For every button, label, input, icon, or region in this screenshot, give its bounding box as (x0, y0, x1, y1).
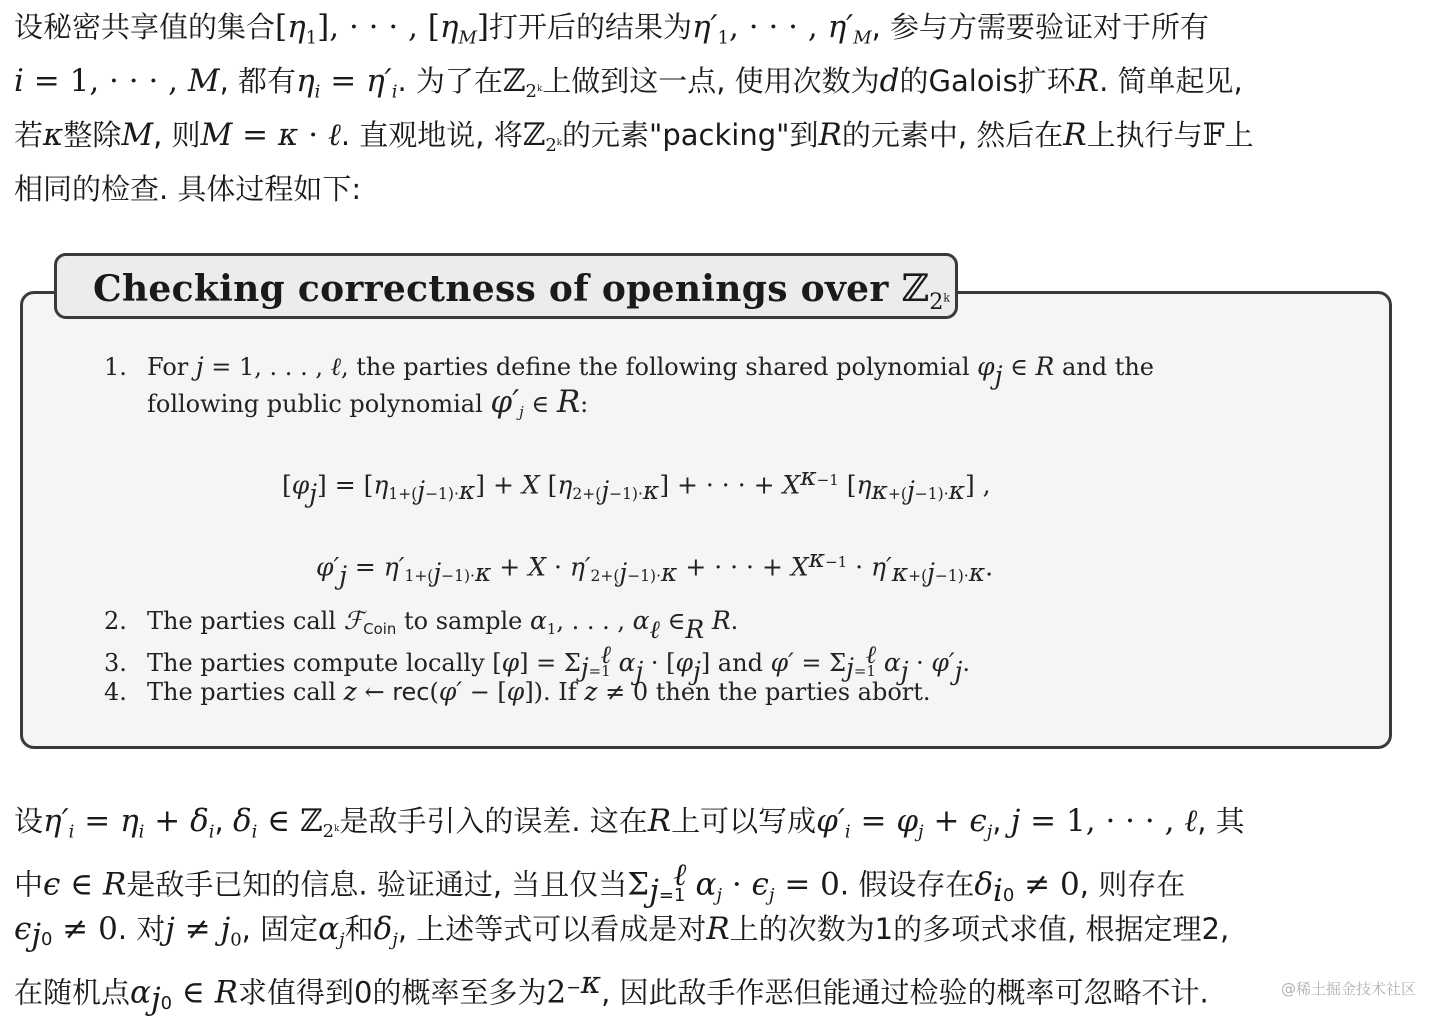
protocol-step-4: 4. The parties call z ← rec(φ′ − [φ]). If z ≠ 0 then the parties abort. (104, 677, 931, 706)
analysis-line-3: $\epsilon_{j0} \ne 0$. 对$j \ne j_0$, 固定$\alpha_j$和$\delta_j$, 上述等式可以看成是对R上的次数为1的多项式求值, 根据定理2, (14, 911, 1230, 954)
intro-line-4: 相同的检查. 具体过程如下: (14, 172, 362, 206)
analysis-paragraph (14, 794, 1414, 1017)
intro-line-3: 若κ整除M, 则M = κ · ℓ. 直观地说, 将ℤ$_{2^k}$的元素"packing"到R的元素中, 然后在R上执行与𝔽上 (14, 117, 1254, 157)
intro-line-1: 设秘密共享值的集合$[\eta_1]$, · · · , $[\eta_M]$打开后的结果为$\eta'_1$, · · · , $\eta'_M$, 参与方需要验证对于所有 (14, 9, 1210, 49)
intro-paragraph (14, 0, 1414, 216)
analysis-line-2: 中ϵ ∈ R是敌手已知的信息. 验证通过, 当且仅当$\Sigma_{j=1}^\ell$ $\alpha_j \cdot \epsilon_j = 0$. 假设存在$\delta_{i0} \ne 0$, 则存在 (14, 857, 1186, 909)
protocol-step-2: 2. The parties call ℱ$_{Coin}$ to sample $\alpha_1$, . . . , αℓ ∈R R. (104, 606, 739, 644)
intro-line-2: i = 1, · · · , M, 都有$\eta_i = \eta'_i$. 为了在ℤ$_{2^k}$上做到这一点, 使用次数为d的Galois扩环R. 简单起见, (14, 63, 1243, 103)
protocol-box-title: Checking correctness of openings over ℤ$_{2^k}$ (54, 253, 958, 319)
analysis-line-4: 在随机点$\alpha_{j0}$ ∈ R求值得到0的概率至多为$2^{-\kappa}$, 因此敌手作恶但能通过检验的概率可忽略不计. (14, 965, 1209, 1017)
watermark: @稀土掘金技术社区 (1280, 980, 1416, 998)
protocol-step-3: 3. The parties compute locally $[\varphi] = \Sigma_{j=1}^\ell$ αj · [φj] and $\varphi' = \Sigma_{j=1}^\ell$ αj · φ′j. (104, 640, 970, 686)
protocol-step-1: 1. For j = 1, . . . , ℓ, the parties define the following shared polynomial φj ∈ R and the (104, 352, 1155, 390)
protocol-step-1-continued: following public polynomial $\varphi'_j$ ∈ R: (147, 384, 589, 422)
equation-shared-polynomial: $[\varphi j] = [\eta_{1+(j-1)\cdot\kappa}] + X$ $[\eta_{2+(j-1)\cdot\kappa}]$ + · · · + $X^{\kappa-1}$ $[\eta_{\kappa+(j-1)\cdot\kappa}]$ , (282, 462, 991, 508)
equation-public-polynomial: $\varphi'j = \eta'_{1+(j-1)\cdot\kappa} + X \cdot \eta'_{2+(j-1)\cdot\kappa}$ + · · · + $X^{\kappa-1} \cdot \eta'_{\kappa+(j-1)\cdot\kappa}$. (316, 544, 994, 590)
analysis-line-1: 设$\eta'_i = \eta_i + \delta_i$, $\delta_i$ ∈ ℤ$_{2^k}$是敌手引入的误差. 这在R上可以写成$\varphi'_i = \varphi_j + \epsilon_j$, j = 1, · · · , ℓ, 其 (14, 803, 1245, 843)
